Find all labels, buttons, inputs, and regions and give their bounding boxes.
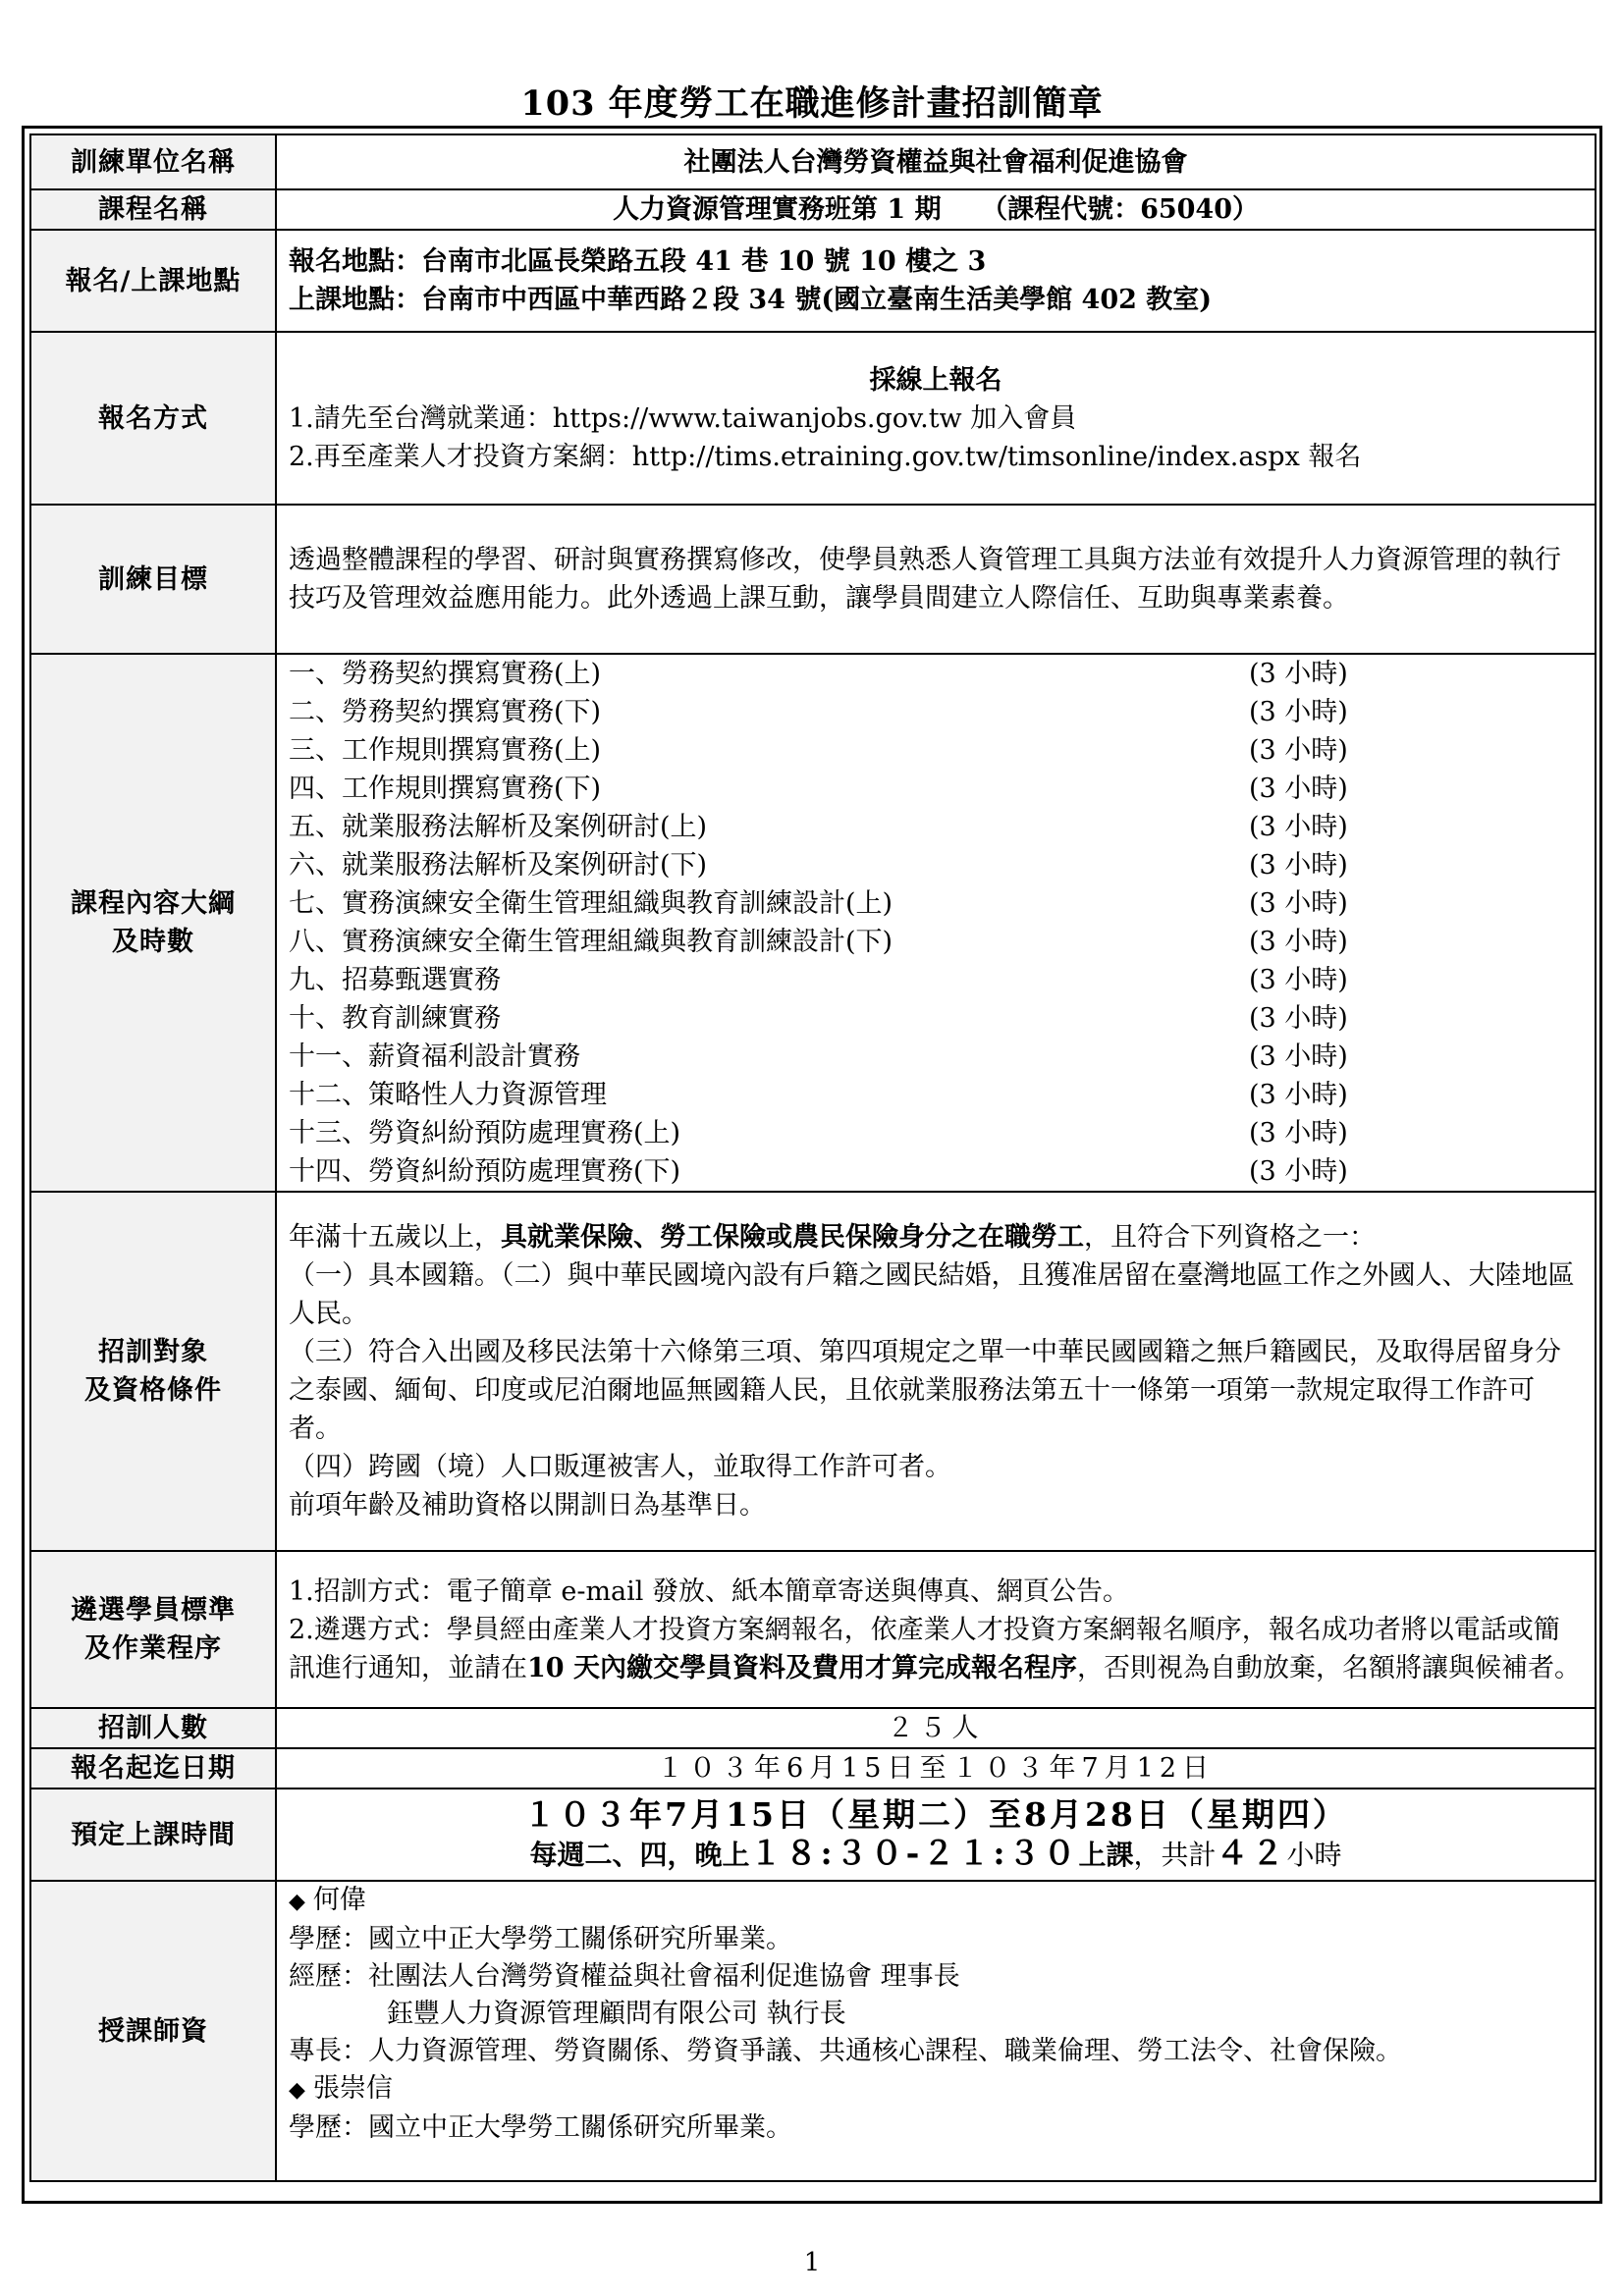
outline-item-hours: (3 小時) bbox=[1249, 1118, 1348, 1148]
label-selection-line1: 遴選學員標準 bbox=[71, 1595, 236, 1626]
outline-item-title: 十、教育訓練實務 bbox=[289, 1003, 501, 1034]
row-course bbox=[30, 189, 1596, 230]
teacher1-experience-2: 鈺豐人力資源管理顧問有限公司 執行長 bbox=[387, 1999, 846, 2029]
selection-p2-c: ，否則視為自動放棄，名額將讓與候補者。 bbox=[1076, 1652, 1581, 1683]
eligibility-p1-bold: 具就業保險、勞工保險或農民保險身分之在職勞工 bbox=[501, 1222, 1084, 1253]
schedule-class-word: 上課 bbox=[1078, 1839, 1134, 1871]
outline-item bbox=[289, 846, 1583, 884]
outline-item-hours: (3 小時) bbox=[1249, 965, 1348, 995]
row-selection bbox=[30, 1551, 1596, 1708]
row-quota bbox=[30, 1708, 1596, 1748]
row-unit bbox=[30, 134, 1596, 189]
teacher1-education: 學歷：國立中正大學勞工關係研究所畢業。 bbox=[289, 1924, 792, 1954]
outline-item-title: 六、就業服務法解析及案例研討(下) bbox=[289, 850, 708, 881]
outline-item-hours: (3 小時) bbox=[1249, 774, 1348, 804]
outline-item-hours: (3 小時) bbox=[1249, 1041, 1348, 1072]
outline-item bbox=[289, 808, 1583, 846]
outline-item-title: 十一、薪資福利設計實務 bbox=[289, 1041, 580, 1072]
row-location bbox=[30, 230, 1596, 332]
value-unit: 社團法人台灣勞資權益與社會福利促進協會 bbox=[276, 134, 1596, 189]
outline-item bbox=[289, 1152, 1583, 1191]
label-outline-line1: 課程內容大綱 bbox=[71, 888, 236, 919]
value-location bbox=[276, 230, 1596, 332]
outline-item bbox=[289, 693, 1583, 731]
eligibility-p4: （四）跨國（境）人口販運被害人，並取得工作許可者。 bbox=[289, 1452, 951, 1482]
outline-item bbox=[289, 1038, 1583, 1076]
outline-item bbox=[289, 923, 1583, 961]
outline-item-title: 七、實務演練安全衛生管理組織與教育訓練設計(上) bbox=[289, 888, 893, 919]
outline-item bbox=[289, 884, 1583, 923]
diamond-bullet-icon: ◆ bbox=[289, 2078, 305, 2103]
eligibility-p5: 前項年齡及補助資格以開訓日為基準日。 bbox=[289, 1490, 766, 1521]
row-eligibility bbox=[30, 1192, 1596, 1551]
schedule-hours-unit: 小時 bbox=[1286, 1839, 1342, 1871]
label-schedule: 預定上課時間 bbox=[30, 1789, 276, 1881]
outline-item-hours: (3 小時) bbox=[1249, 1080, 1348, 1110]
label-eligibility bbox=[30, 1192, 276, 1551]
label-unit: 訓練單位名稱 bbox=[30, 134, 276, 189]
outline-item-hours: (3 小時) bbox=[1249, 735, 1348, 766]
outline-item bbox=[289, 731, 1583, 770]
outline-item-title: 八、實務演練安全衛生管理組織與教育訓練設計(下) bbox=[289, 927, 893, 957]
label-eligibility-line2: 及資格條件 bbox=[84, 1375, 222, 1406]
row-period bbox=[30, 1748, 1596, 1789]
info-table bbox=[29, 133, 1597, 2182]
label-method: 報名方式 bbox=[30, 332, 276, 505]
label-goal: 訓練目標 bbox=[30, 505, 276, 654]
label-period: 報名起迄日期 bbox=[30, 1748, 276, 1789]
label-outline-line2: 及時數 bbox=[112, 927, 194, 957]
eligibility-p2: （一）具本國籍。（二）與中華民國境內設有戶籍之國民結婚，且獲准居留在臺灣地區工作之外國人、大陸地區人民。 bbox=[289, 1260, 1575, 1329]
selection-p2 bbox=[289, 1611, 1583, 1687]
row-schedule bbox=[30, 1789, 1596, 1881]
teacher1-name: 何偉 bbox=[312, 1885, 366, 1915]
value-selection bbox=[276, 1551, 1596, 1708]
schedule-hours: １８:３０-２１:３０ bbox=[749, 1834, 1079, 1872]
eligibility-p1-c: ，且符合下列資格之一： bbox=[1084, 1222, 1376, 1253]
outline-item-hours: (3 小時) bbox=[1249, 1003, 1348, 1034]
outline-item-hours: (3 小時) bbox=[1249, 812, 1348, 842]
outline-item-title: 九、招募甄選實務 bbox=[289, 965, 501, 995]
label-course: 課程名稱 bbox=[30, 189, 276, 230]
outline-item bbox=[289, 770, 1583, 808]
schedule-days: 每週二、四，晚上 bbox=[529, 1839, 750, 1871]
schedule-dates: １０３年7月15日（星期二）至8月28日（星期四） bbox=[523, 1795, 1348, 1834]
outline-item-hours: (3 小時) bbox=[1249, 1156, 1348, 1187]
value-schedule bbox=[276, 1789, 1596, 1881]
value-course: 人力資源管理實務班第 1 期 （課程代號：65040） bbox=[276, 189, 1596, 230]
outline-item-hours: (3 小時) bbox=[1249, 697, 1348, 727]
outline-item-hours: (3 小時) bbox=[1249, 850, 1348, 881]
value-teachers bbox=[276, 1881, 1596, 2181]
outline-item-title: 五、就業服務法解析及案例研討(上) bbox=[289, 812, 708, 842]
label-quota: 招訓人數 bbox=[30, 1708, 276, 1748]
teacher2-education: 學歷：國立中正大學勞工關係研究所畢業。 bbox=[289, 2112, 792, 2143]
selection-p2-bold: 10 天內繳交學員資料及費用才算完成報名程序 bbox=[527, 1652, 1077, 1683]
label-outline bbox=[30, 654, 276, 1192]
selection-p2-a: 2.遴選方式：學員經由產業人才投資方案網報名，依產業人才投資方案網報名順序，報名成功者將以電話或簡訊進行通知，並請在 bbox=[289, 1614, 1560, 1683]
row-goal bbox=[30, 505, 1596, 654]
teacher1-experience-1: 經歷：社團法人台灣勞資權益與社會福利促進協會 理事長 bbox=[289, 1961, 960, 1992]
value-method bbox=[276, 332, 1596, 505]
label-selection bbox=[30, 1551, 276, 1708]
eligibility-p1 bbox=[289, 1218, 1583, 1256]
schedule-total-hours: ４２ bbox=[1216, 1834, 1287, 1872]
page-number: 1 bbox=[803, 2248, 821, 2277]
row-method bbox=[30, 332, 1596, 505]
outline-item bbox=[289, 961, 1583, 999]
eligibility-p1-a: 年滿十五歲以上， bbox=[289, 1222, 501, 1253]
outline-item bbox=[289, 1114, 1583, 1152]
outline-item-title: 十二、策略性人力資源管理 bbox=[289, 1080, 607, 1110]
outline-item-title: 三、工作規則撰寫實務(上) bbox=[289, 735, 602, 766]
schedule-total-word: ，共計 bbox=[1133, 1839, 1217, 1871]
value-eligibility bbox=[276, 1192, 1596, 1551]
teacher2-name: 張崇信 bbox=[312, 2073, 393, 2104]
outline-item-hours: (3 小時) bbox=[1249, 659, 1348, 689]
method-heading: 採線上報名 bbox=[869, 364, 1002, 396]
eligibility-p3: （三）符合入出國及移民法第十六條第三項、第四項規定之單一中華民國國籍之無戶籍國民，及取得居留身分之泰國、緬甸、印度或尼泊爾地區無國籍人民，且依就業服務法第五十一條第一項第一款規定取得工作許可者。 bbox=[289, 1337, 1561, 1444]
schedule-time bbox=[289, 1834, 1583, 1874]
outline-item-title: 一、勞務契約撰寫實務(上) bbox=[289, 659, 602, 689]
outline-item-title: 四、工作規則撰寫實務(下) bbox=[289, 774, 602, 804]
outline-item-title: 十三、勞資糾紛預防處理實務(上) bbox=[289, 1118, 681, 1148]
document-title: 103 年度勞工在職進修計畫招訓簡章 bbox=[520, 83, 1104, 124]
label-teachers: 授課師資 bbox=[30, 1881, 276, 2181]
row-teachers bbox=[30, 1881, 1596, 2181]
value-outline bbox=[276, 654, 1596, 1192]
selection-p1: 1.招訓方式：電子簡章 e-mail 發放、紙本簡章寄送與傳真、網頁公告。 bbox=[289, 1575, 1129, 1607]
outline-item-title: 二、勞務契約撰寫實務(下) bbox=[289, 697, 602, 727]
method-step1: 1.請先至台灣就業通：https://www.taiwanjobs.gov.tw 加入會員 bbox=[289, 402, 1077, 434]
value-quota: ２５人 bbox=[276, 1708, 1596, 1748]
value-goal: 透過整體課程的學習、研討與實務撰寫修改，使學員熟悉人資管理工具與方法並有效提升人力資源管理的執行技巧及管理效益應用能力。此外透過上課互動，讓學員間建立人際信任、互助與專業素養。 bbox=[276, 505, 1596, 654]
diamond-bullet-icon: ◆ bbox=[289, 1890, 305, 1914]
teacher2-name-line bbox=[289, 2070, 1583, 2109]
value-period: １０３年6月15日至１０３年7月12日 bbox=[276, 1748, 1596, 1789]
signup-address: 報名地點：台南市北區長榮路五段 41 巷 10 號 10 樓之 3 bbox=[289, 246, 987, 277]
label-location: 報名/上課地點 bbox=[30, 230, 276, 332]
outline-item bbox=[289, 1076, 1583, 1114]
outline-item-title: 十四、勞資糾紛預防處理實務(下) bbox=[289, 1156, 681, 1187]
row-outline bbox=[30, 654, 1596, 1192]
method-step2: 2.再至產業人才投資方案網：http://tims.etraining.gov.tw/timsonline/index.aspx 報名 bbox=[289, 441, 1362, 472]
outline-item bbox=[289, 655, 1583, 693]
teacher1-name-line bbox=[289, 1882, 1583, 1921]
label-eligibility-line1: 招訓對象 bbox=[98, 1337, 208, 1367]
teacher1-specialty: 專長：人力資源管理、勞資關係、勞資爭議、共通核心課程、職業倫理、勞工法令、社會保險。 bbox=[289, 2036, 1402, 2066]
outline-item bbox=[289, 999, 1583, 1038]
class-address: 上課地點：台南市中西區中華西路２段 34 號(國立臺南生活美學館 402 教室) bbox=[289, 285, 1213, 315]
label-selection-line2: 及作業程序 bbox=[84, 1633, 222, 1664]
outline-item-hours: (3 小時) bbox=[1249, 927, 1348, 957]
outline-item-hours: (3 小時) bbox=[1249, 888, 1348, 919]
